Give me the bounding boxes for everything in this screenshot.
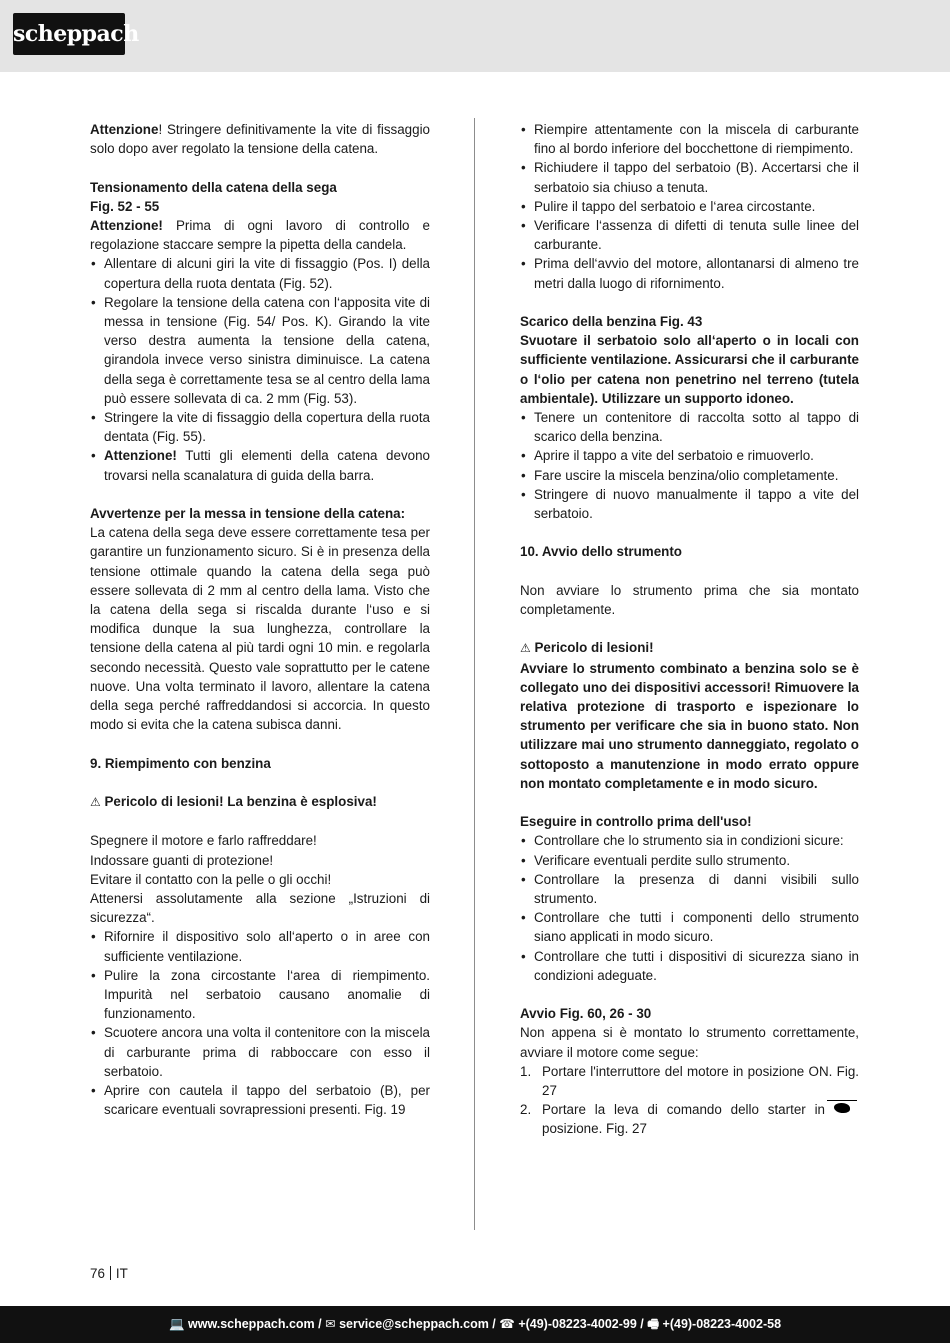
list-item: • Controllare che tutti i dispositivi di sicurezza siano in condizioni adeguate. [520, 947, 859, 985]
safety-line: Attenersi assolutamente alla sezione „Istruzioni di sicurezza“. [90, 891, 430, 926]
list-item: • Rifornire il dispositivo solo all‘aperto o in aree con sufficiente ventilazione. [90, 927, 430, 965]
check-list [520, 831, 859, 985]
danger-line: ⚠ Pericolo di lesioni! La benzina è esplosiva! [90, 794, 377, 810]
safety-line: Spegnere il motore e farlo raffreddare! [90, 833, 317, 849]
list-item: • Allentare di alcuni giri la vite di fissaggio (Pos. I) della copertura della ruota dentata (Fig. 52). [90, 254, 430, 292]
section-heading-9: 9. Riempimento con benzina [90, 755, 271, 771]
list-item: • Regolare la tensione della catena con l‘apposita vite di messa in tensione (Fig. 54/ Pos. K). Girando la vite verso destra aumenta la tensione della catena, girandola invece verso sinistra diminuisce. La catena della sega è correttamente tesa se al centro della lama può essere sollevata di ca. 2 mm (Fig. 53). [90, 293, 430, 408]
list-item: • Prima dell‘avvio del motore, allontanarsi di almeno tre metri dalla luogo di rifornimento. [520, 254, 859, 292]
list-item: 2. Portare la leva di comando dello starter inposizione. Fig. 27 [520, 1100, 859, 1138]
list-item: • Stringere di nuovo manualmente il tappo a vite del serbatoio. [520, 485, 859, 523]
phone-icon: ☎ [499, 1317, 515, 1331]
section-heading-warnings: Avvertenze per la messa in tensione della catena: [90, 506, 406, 522]
phone-number: +(49)-08223-4002-99 [518, 1317, 637, 1331]
list-item: • Pulire la zona circostante l‘area di riempimento. Impurità nel serbatoio causano anomalie di funzionamento. [90, 966, 430, 1024]
start-steps-list [520, 1062, 859, 1139]
list-item: • Richiudere il tappo del serbatoio (B). Accertarsi che il serbatoio sia chiuso a tenuta. [520, 158, 859, 196]
choke-icon [827, 1100, 857, 1117]
list-item: • Aprire con cautela il tappo del serbatoio (B), per scaricare eventuali sovrapressioni presenti. Fig. 19 [90, 1081, 430, 1119]
page-footer: 💻 www.scheppach.com / ✉ service@scheppach.com / ☎ +(49)-08223-4002-99 / 🖷 +(49)-08223-4002-58 [0, 1306, 950, 1343]
page-header [0, 0, 950, 72]
drain-steps-list [520, 408, 859, 523]
list-item: • Stringere la vite di fissaggio della copertura della ruota dentata (Fig. 55). [90, 408, 430, 446]
column-divider [474, 118, 475, 1230]
email-link[interactable]: service@scheppach.com [339, 1317, 489, 1331]
computer-icon: 💻 [168, 1317, 185, 1331]
section-heading-tension-fig: Fig. 52 - 55 [90, 198, 160, 214]
attention-note: Attenzione! Stringere definitivamente la vite di fissaggio solo dopo aver regolato la tensione della catena. [90, 122, 430, 157]
section-heading-drain: Scarico della benzina Fig. 43 [520, 314, 703, 330]
mail-icon: ✉ [325, 1317, 336, 1331]
list-item: • Controllare che tutti i componenti dello strumento siano applicati in modo sicuro. [520, 908, 859, 946]
list-item: • Controllare la presenza di danni visibili sullo strumento. [520, 870, 859, 908]
list-item: • Verificare l‘assenza di difetti di tenuta sulle linee del carburante. [520, 216, 859, 254]
scheppach-logo: scheppach [13, 13, 125, 55]
section-heading-check: Eseguire in controllo prima dell'uso! [520, 814, 752, 830]
start-paragraph: Non avviare lo strumento prima che sia montato completamente. [520, 582, 859, 618]
page-number: 76 IT [90, 1266, 128, 1281]
website-link[interactable]: www.scheppach.com [188, 1317, 315, 1331]
fax-icon: 🖷 [647, 1317, 660, 1331]
fill-steps-list [520, 120, 859, 293]
warnings-paragraph: La catena della sega deve essere correttamente tesa per garantire un funzionamento sicuro. Si è in presenza della tensione ottimale quando la catena della sega può essere sollevata di 2 mm al centro della lama. Visto che la catena della sega si riscalda durante l‘uso e si modifica dunque la sua lunghezza, controllare la tensione della catena al più tardi ogni 10 min. e regolarla secondo necessità. Questo vale soprattutto per le catene nuove. Una volta terminato il lavoro, allentare la catena della sega perché raffreddandosi si accorcia. In questo modo si evita che la catena subisca danni. [90, 525, 430, 733]
list-item: • Fare uscire la miscela benzina/olio completamente. [520, 466, 859, 485]
safety-line: Evitare il contatto con la pelle o gli occhi! [90, 871, 332, 887]
list-item: • Controllare che lo strumento sia in condizioni sicure: [520, 831, 859, 850]
fuel-steps-list [90, 927, 430, 1119]
list-item: • Riempire attentamente con la miscela di carburante fino al bordo inferiore del bocchettone di riempimento. [520, 120, 859, 158]
warning-icon: ⚠ [90, 795, 101, 810]
tension-steps-list [90, 254, 430, 484]
start-intro: Non appena si è montato lo strumento correttamente, avviare il motore come segue: [520, 1025, 859, 1060]
warning-icon: ⚠ [520, 641, 531, 656]
fax-number: +(49)-08223-4002-58 [662, 1317, 782, 1331]
section-heading-tension: Tensionamento della catena della sega [90, 179, 337, 195]
danger-title: ⚠ Pericolo di lesioni! [520, 640, 654, 656]
attention-note-2: Attenzione! Prima di ogni lavoro di controllo e regolazione staccare sempre la pipetta della candela. [90, 218, 430, 253]
list-item: • Scuotere ancora una volta il contenitore con la miscela di carburante prima di rabboccare con esso il serbatoio. [90, 1023, 430, 1081]
list-item: • Verificare eventuali perdite sullo strumento. [520, 851, 859, 870]
list-item: 1. Portare l'interruttore del motore in posizione ON. Fig. 27 [520, 1063, 859, 1099]
list-item: • Aprire il tappo a vite del serbatoio e rimuoverlo. [520, 446, 859, 465]
right-column [520, 120, 859, 1139]
left-column [90, 120, 430, 1119]
drain-warning: Svuotare il serbatoio solo all‘aperto o in locali con sufficiente ventilazione. Assicurarsi che il carburante o l‘olio per catena non penetrino nel terreno (tutela ambientale). Utilizzare un supporto idoneo. [520, 333, 859, 406]
safety-line: Indossare guanti di protezione! [90, 852, 274, 868]
danger-paragraph: Avviare lo strumento combinato a benzina solo se è collegato uno dei dispositivi accessori! Rimuovere la relativa protezione di trasporto e ispezionare lo strumento per verificare che sia in buono stato. Non utilizzare mai uno strumento danneggiato, regolato o sottoposto a manutenzione in modo errato oppure non montato completamente e in modo sicuro. [520, 660, 859, 791]
list-item: • Attenzione! Tutti gli elementi della catena devono trovarsi nella scanalatura di guida della barra. [90, 446, 430, 484]
section-heading-start: Avvio Fig. 60, 26 - 30 [520, 1006, 652, 1022]
list-item: • Pulire il tappo del serbatoio e l‘area circostante. [520, 197, 859, 216]
list-item: • Tenere un contenitore di raccolta sotto al tappo di scarico della benzina. [520, 408, 859, 446]
section-heading-10: 10. Avvio dello strumento [520, 544, 682, 560]
